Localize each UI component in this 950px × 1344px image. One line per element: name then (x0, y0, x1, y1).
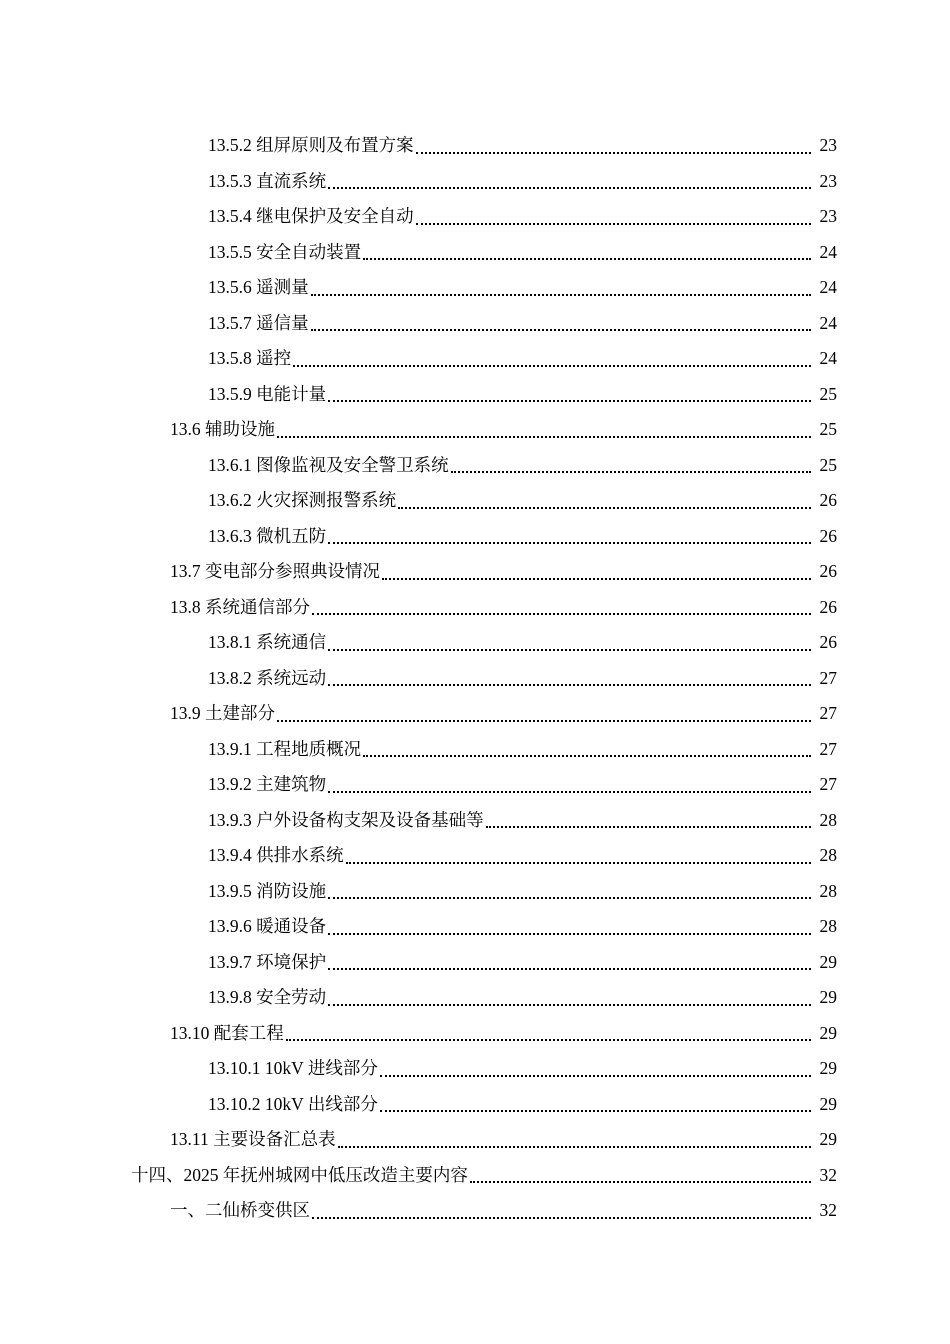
toc-entry[interactable] (0, 235, 950, 271)
toc-entry-title: 13.5.5 安全自动装置 (208, 241, 362, 262)
dot-leader (346, 861, 811, 864)
toc-entry-page-number: 24 (819, 312, 837, 333)
dot-leader (451, 470, 811, 473)
dot-leader (328, 541, 811, 544)
toc-entry-page-number: 25 (819, 419, 837, 439)
toc-entry-page-number: 29 (819, 1022, 837, 1043)
toc-entry[interactable] (0, 1051, 950, 1087)
toc-entry-page-number: 29 (819, 951, 837, 972)
toc-entry[interactable] (0, 1016, 950, 1052)
toc-entry-title: 13.5.9 电能计量 (208, 383, 327, 404)
toc-entry-page-number: 23 (819, 206, 837, 226)
toc-entry-title: 13.6.3 微机五防 (208, 525, 327, 546)
toc-entry-page-number: 27 (819, 738, 837, 759)
toc-entry-title: 13.9.4 供排水系统 (208, 845, 344, 865)
dot-leader (277, 435, 811, 438)
dot-leader (311, 293, 811, 296)
toc-entry[interactable] (0, 838, 950, 874)
toc-entry[interactable] (0, 554, 950, 590)
toc-entry[interactable] (0, 803, 950, 839)
toc-entry-title: 13.5.6 遥测量 (208, 277, 309, 297)
toc-entry-page-number: 26 (819, 490, 837, 510)
dot-leader (416, 151, 811, 154)
toc-entry-page-number: 23 (819, 135, 837, 155)
toc-entry[interactable] (0, 128, 950, 164)
toc-entry-page-number: 26 (819, 596, 837, 617)
toc-entry[interactable] (0, 874, 950, 910)
toc-entry[interactable] (0, 1122, 950, 1158)
dot-leader (328, 683, 811, 686)
dot-leader (328, 186, 811, 189)
toc-entry-page-number: 26 (819, 525, 837, 546)
dot-leader (382, 577, 811, 580)
toc-entry-page-number: 29 (819, 1129, 837, 1149)
toc-entry[interactable] (0, 341, 950, 377)
dot-leader (286, 1038, 811, 1041)
dot-leader (363, 257, 811, 260)
toc-entry[interactable] (0, 270, 950, 306)
dot-leader (328, 790, 811, 793)
toc-entry-page-number: 24 (819, 277, 837, 297)
dot-leader (380, 1074, 811, 1077)
toc-entry-title: 13.8.1 系统通信 (208, 632, 327, 652)
toc-entry-title: 13.10.1 10kV 进线部分 (208, 1058, 378, 1078)
toc-entry-page-number: 26 (819, 632, 837, 652)
dot-leader (328, 648, 811, 651)
dot-leader (328, 1003, 811, 1006)
toc-entry[interactable] (0, 661, 950, 697)
toc-entry[interactable] (0, 377, 950, 413)
toc-entry[interactable] (0, 767, 950, 803)
toc-entry-page-number: 28 (819, 845, 837, 865)
toc-entry-title: 13.6.2 火灾探测报警系统 (208, 490, 397, 510)
toc-entry[interactable] (0, 1158, 950, 1194)
toc-entry-page-number: 32 (819, 1200, 837, 1220)
toc-entry-page-number: 28 (819, 809, 837, 830)
toc-entry-title: 13.10 配套工程 (170, 1022, 284, 1043)
dot-leader (328, 896, 811, 899)
toc-entry-title: 13.6.1 图像监视及安全警卫系统 (208, 454, 449, 475)
toc-entry[interactable] (0, 483, 950, 519)
toc-entry-page-number: 27 (819, 774, 837, 794)
toc-entry[interactable] (0, 199, 950, 235)
toc-entry-page-number: 24 (819, 241, 837, 262)
toc-entry-title: 13.8.2 系统远动 (208, 667, 327, 688)
toc-entry-title: 13.9.6 暖通设备 (208, 916, 327, 936)
toc-entry-title: 一、二仙桥变供区 (170, 1200, 310, 1220)
toc-entry-title: 13.9.3 户外设备构支架及设备基础等 (208, 809, 484, 830)
toc-entry[interactable] (0, 412, 950, 448)
toc-entry-page-number: 23 (819, 170, 837, 191)
toc-entry-title: 13.5.3 直流系统 (208, 170, 327, 191)
toc-entry[interactable] (0, 1193, 950, 1229)
toc-entry[interactable] (0, 625, 950, 661)
dot-leader (416, 222, 811, 225)
toc-entry[interactable] (0, 306, 950, 342)
dot-leader (311, 328, 811, 331)
dot-leader (363, 754, 811, 757)
dot-leader (277, 719, 811, 722)
dot-leader (328, 932, 811, 935)
toc-entry-page-number: 25 (819, 454, 837, 475)
toc-entry-title: 13.5.7 遥信量 (208, 312, 309, 333)
toc-entry-title: 13.11 主要设备汇总表 (170, 1129, 336, 1149)
toc-entry-page-number: 24 (819, 348, 837, 368)
toc-entry-title: 13.9.8 安全劳动 (208, 987, 327, 1007)
toc-entry[interactable] (0, 980, 950, 1016)
toc-entry[interactable] (0, 732, 950, 768)
dot-leader (293, 364, 811, 367)
toc-entry-page-number: 27 (819, 667, 837, 688)
toc-entry-title: 13.8 系统通信部分 (170, 596, 310, 617)
toc-entry-page-number: 28 (819, 880, 837, 901)
toc-entry-title: 13.6 辅助设施 (170, 419, 275, 439)
toc-entry-title: 13.9.5 消防设施 (208, 880, 327, 901)
dot-leader (380, 1109, 811, 1112)
toc-entry[interactable] (0, 909, 950, 945)
toc-entry-page-number: 25 (819, 383, 837, 404)
toc-entry-title: 13.5.4 继电保护及安全自动 (208, 206, 414, 226)
toc-entry[interactable] (0, 1087, 950, 1123)
toc-entry-page-number: 29 (819, 1093, 837, 1114)
table-of-contents (0, 128, 950, 1229)
toc-entry-title: 13.7 变电部分参照典设情况 (170, 561, 380, 581)
dot-leader (312, 612, 811, 615)
toc-entry-title: 13.9.2 主建筑物 (208, 774, 327, 794)
dot-leader (328, 967, 811, 970)
toc-entry[interactable] (0, 590, 950, 626)
toc-entry-page-number: 29 (819, 987, 837, 1007)
toc-entry-title: 13.9 土建部分 (170, 703, 275, 723)
dot-leader (338, 1145, 811, 1148)
toc-entry[interactable] (0, 945, 950, 981)
toc-entry-page-number: 29 (819, 1058, 837, 1078)
toc-entry-page-number: 26 (819, 561, 837, 581)
toc-entry[interactable] (0, 696, 950, 732)
toc-entry[interactable] (0, 164, 950, 200)
toc-entry[interactable] (0, 519, 950, 555)
toc-entry[interactable] (0, 448, 950, 484)
toc-entry-page-number: 28 (819, 916, 837, 936)
toc-entry-title: 十四、2025 年抚州城网中低压改造主要内容 (131, 1164, 468, 1185)
dot-leader (398, 506, 811, 509)
dot-leader (486, 825, 811, 828)
toc-entry-page-number: 32 (819, 1164, 837, 1185)
toc-entry-page-number: 27 (819, 703, 837, 723)
dot-leader (328, 399, 811, 402)
toc-entry-title: 13.10.2 10kV 出线部分 (208, 1093, 378, 1114)
dot-leader (312, 1216, 811, 1219)
toc-entry-title: 13.9.1 工程地质概况 (208, 738, 362, 759)
dot-leader (470, 1180, 811, 1183)
toc-entry-title: 13.5.2 组屏原则及布置方案 (208, 135, 414, 155)
toc-entry-title: 13.5.8 遥控 (208, 348, 292, 368)
toc-entry-title: 13.9.7 环境保护 (208, 951, 327, 972)
